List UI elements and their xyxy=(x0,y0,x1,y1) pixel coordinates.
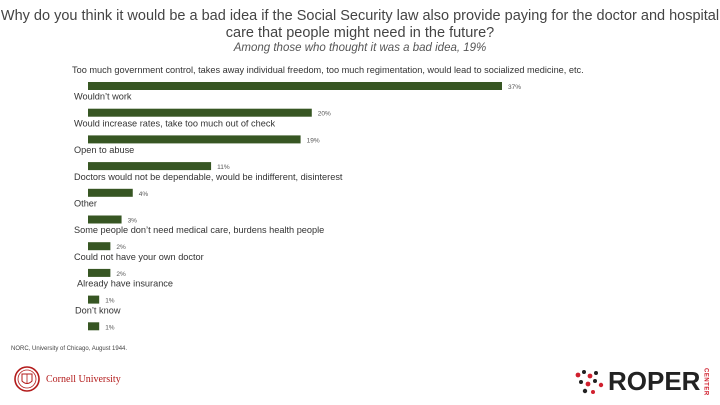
value-label: 1% xyxy=(105,297,115,305)
value-label: 2% xyxy=(116,270,126,278)
source-note: NORC, University of Chicago, August 1944. xyxy=(11,346,128,352)
value-label: 11% xyxy=(217,164,230,172)
cornell-seal-icon xyxy=(14,364,40,394)
roper-name: ROPER xyxy=(608,366,701,396)
bar xyxy=(88,269,110,277)
chart-title: Why do you think it would be a bad idea if the Social Security law also provide paying for the doctor and hospital care that people might need in the future? xyxy=(0,8,720,41)
bar xyxy=(88,162,211,170)
value-label: 3% xyxy=(127,217,137,225)
bar xyxy=(88,109,312,117)
bar xyxy=(88,322,99,330)
cornell-logo xyxy=(14,364,121,394)
value-label: 37% xyxy=(508,84,522,91)
bar xyxy=(88,135,301,143)
bar xyxy=(88,82,502,90)
value-label: 19% xyxy=(306,137,320,145)
category-label: Too much government control, takes away individual freedom, too much regimentation, would lead to socialized medicine, etc. xyxy=(72,65,584,75)
roper-logo xyxy=(572,366,708,397)
bar xyxy=(88,216,122,224)
category-label: Could not have your own doctor xyxy=(74,251,204,262)
category-label: Wouldn’t work xyxy=(74,91,132,102)
chart-subtitle: Among those who thought it was a bad idea, 19% xyxy=(233,42,487,54)
category-label: Doctors would not be dependable, would be indifferent, disinterest xyxy=(74,171,343,182)
value-label: 20% xyxy=(317,110,331,118)
bar xyxy=(88,242,110,250)
roper-dots-icon xyxy=(572,367,606,397)
category-label: Open to abuse xyxy=(74,145,135,156)
category-label: Don’t know xyxy=(75,305,121,316)
roper-center-label: CENTER xyxy=(702,367,709,396)
bar xyxy=(88,189,133,197)
bar xyxy=(88,296,99,304)
value-label: 4% xyxy=(138,190,149,198)
value-label: 2% xyxy=(116,244,126,252)
category-label: Would increase rates, take too much out of check xyxy=(74,118,276,129)
cornell-name: Cornell University xyxy=(46,373,121,385)
category-label: Some people don’t need medical care, burdens health people xyxy=(74,225,325,236)
category-label: Other xyxy=(74,198,97,209)
value-label: 1% xyxy=(105,324,115,332)
category-label: Already have insurance xyxy=(77,278,174,289)
